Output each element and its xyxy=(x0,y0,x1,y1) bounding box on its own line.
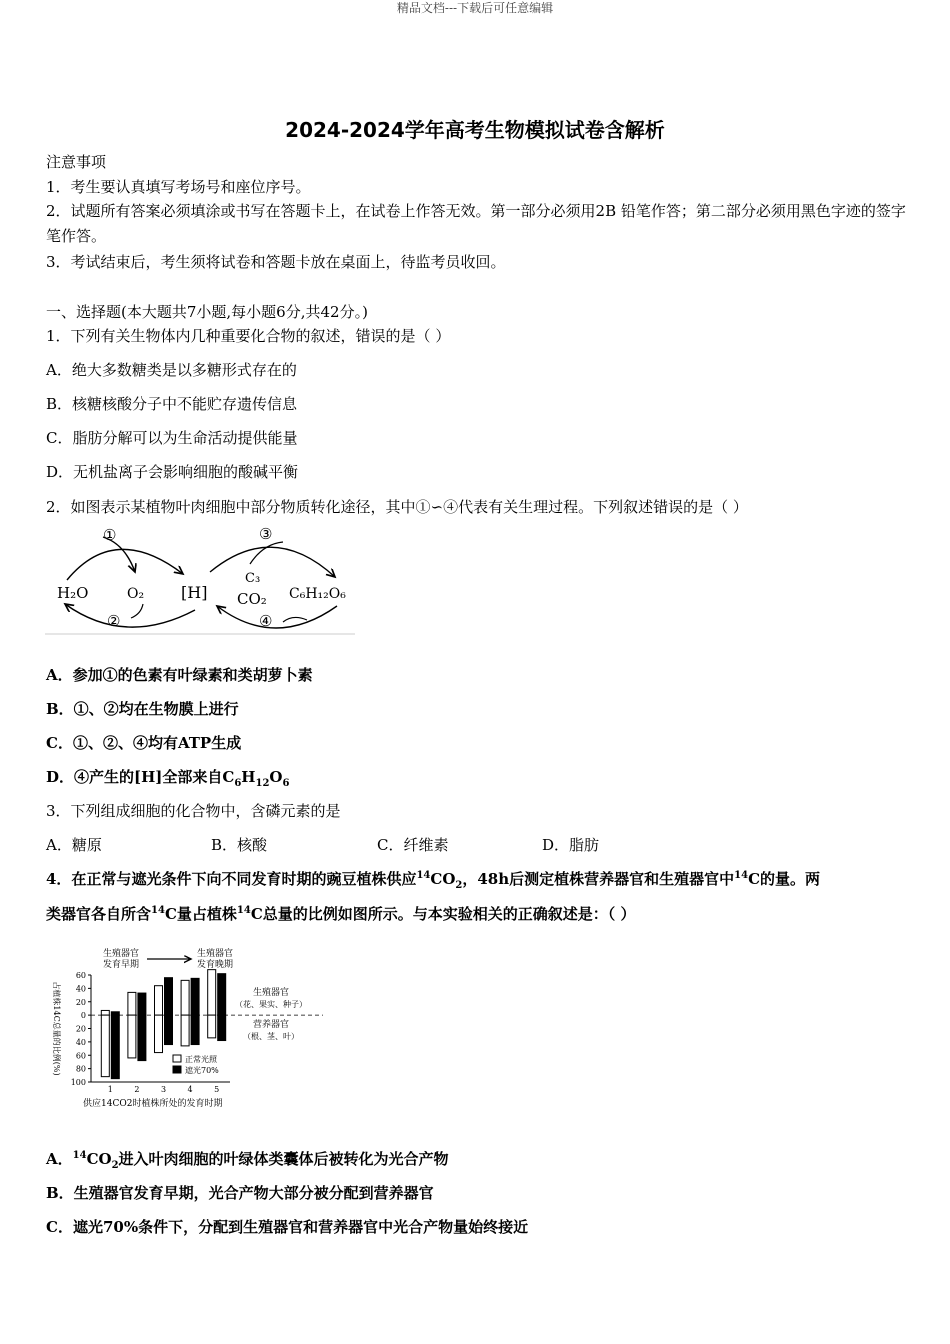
bar-vegetative xyxy=(101,1015,109,1077)
arrow-3 xyxy=(210,547,335,577)
bar-reproductive xyxy=(101,1010,109,1015)
bar-reproductive xyxy=(165,978,173,1015)
q2-option-d xyxy=(46,767,289,787)
y-tick-label: 40 xyxy=(75,984,86,994)
x-tick-label: 2 xyxy=(134,1085,140,1094)
label-process-2: ② xyxy=(107,612,121,630)
bar-vegetative xyxy=(218,1015,226,1040)
y-tick-label: 80 xyxy=(75,1064,86,1074)
legend-label: 正常光照 xyxy=(185,1055,217,1064)
legend-label: 遮光70% xyxy=(185,1066,219,1075)
y-axis-label: 占植株14C总量的比例(%) xyxy=(52,981,61,1076)
q4-l1-a: 4．在正常与遮光条件下向不同发育时期的豌豆植株供应 xyxy=(46,870,417,888)
bar-vegetative xyxy=(155,1015,163,1052)
text-h: H xyxy=(241,768,256,786)
q2-diagram xyxy=(45,522,360,637)
q4-a-rest: 进入叶肉细胞的叶绿体类囊体后被转化为光合产物 xyxy=(118,1150,449,1168)
bar-vegetative xyxy=(181,1015,189,1046)
arrow-2 xyxy=(65,604,195,627)
arrow-4-branch xyxy=(283,617,307,622)
chart-title-left-line1: 生殖器官 xyxy=(103,949,140,959)
bar-reproductive xyxy=(191,978,199,1015)
notice-heading: 注意事项 xyxy=(46,153,107,171)
q4-option-a xyxy=(46,1149,449,1169)
q2-option-c: C．①、②、④均有ATP生成 xyxy=(46,734,242,752)
sub-12: 12 xyxy=(255,778,270,789)
q4-l1-d: C的量。两 xyxy=(748,870,821,888)
q4-l2-c: C总量的比例如图所示。与本实验相关的正确叙述是：（ ） xyxy=(250,905,636,923)
bar-vegetative xyxy=(138,1015,146,1060)
label-glucose: C₆H₁₂O₆ xyxy=(289,586,346,602)
lower-region-label: 营养器官 xyxy=(252,1020,290,1031)
q4-a-co: CO xyxy=(86,1150,112,1168)
bar-vegetative xyxy=(208,1015,216,1038)
page-header: 精品文档---下载后可任意编辑 xyxy=(396,1,554,15)
x-tick-label: 4 xyxy=(187,1085,193,1094)
q4-option-b: B．生殖器官发育早期，光合产物大部分被分配到营养器官 xyxy=(46,1184,434,1202)
notice-item-3: 3．考试结束后，考生须将试卷和答题卡放在桌面上，待监考员收回。 xyxy=(46,253,506,271)
bar-vegetative xyxy=(128,1015,136,1058)
bar-reproductive xyxy=(208,970,216,1015)
arrow-2-branch xyxy=(131,604,143,618)
q1-option-c: C．脂肪分解可以为生命活动提供能量 xyxy=(46,429,298,447)
lower-region-sublabel: （根、茎、叶） xyxy=(243,1032,299,1042)
sub-6: 6 xyxy=(234,778,242,789)
q4-l2-a: 类器官各自所含 xyxy=(46,905,152,923)
q2-option-b: B．①、②均在生物膜上进行 xyxy=(46,700,239,718)
q4-option-c: C．遮光70%条件下，分配到生殖器官和营养器官中光合产物量始终接近 xyxy=(46,1218,529,1236)
label-process-4: ④ xyxy=(259,612,273,630)
q4-stem-line1 xyxy=(46,869,820,889)
q2-stem: 2．如图表示某植物叶肉细胞中部分物质转化途径，其中①∽④代表有关生理过程。下列叙述错误的是（ ） xyxy=(46,498,748,516)
arrow-4 xyxy=(217,606,337,628)
q4-l1-c: ，48h后测定植株营养器官和生殖器官中 xyxy=(462,870,735,888)
x-tick-label: 3 xyxy=(160,1085,167,1094)
section-heading: 一、选择题(本大题共7小题,每小题6分,共42分。) xyxy=(46,303,368,321)
bar-vegetative xyxy=(165,1015,173,1044)
bar-reproductive xyxy=(128,992,136,1015)
label-co2: CO₂ xyxy=(237,590,267,608)
label-process-3: ③ xyxy=(259,525,273,543)
q4-l2-b: C量占植株 xyxy=(164,905,237,923)
sup-14b: 14 xyxy=(734,870,749,881)
y-tick-label: 40 xyxy=(75,1037,86,1047)
sub-2: 2 xyxy=(455,880,463,891)
q1-option-b: B．核糖核酸分子中不能贮存遗传信息 xyxy=(46,395,298,413)
arrow-3-branch xyxy=(250,542,283,564)
upper-region-sublabel: （花、果实、种子） xyxy=(235,1000,307,1010)
bar-vegetative xyxy=(111,1015,119,1079)
chart-title-left-line2: 发育早期 xyxy=(103,960,140,970)
bar-reproductive xyxy=(181,980,189,1015)
q2-option-d-text: D．④产生的[H]全部来自C xyxy=(46,768,235,786)
q1-option-d: D．无机盐离子会影响细胞的酸碱平衡 xyxy=(46,463,299,481)
y-tick-label: 20 xyxy=(75,1024,86,1034)
sub-2b: 2 xyxy=(111,1160,119,1171)
sup-14c: 14 xyxy=(151,905,165,916)
x-axis-label: 供应14CO2时植株所处的发育时期 xyxy=(83,1099,223,1109)
label-h2o: H₂O xyxy=(57,584,89,602)
q3-option-d: D．脂肪 xyxy=(542,836,600,854)
q4-a-prefix: A． xyxy=(46,1150,73,1168)
notice-item-1: 1．考生要认真填写考场号和座位序号。 xyxy=(46,178,311,196)
label-c3: C₃ xyxy=(245,571,261,586)
x-tick-label: 5 xyxy=(214,1085,220,1094)
chart-title-right-line1: 生殖器官 xyxy=(197,949,234,959)
notice-item-2: 2．试题所有答案必须填涂或书写在答题卡上，在试卷上作答无效。第一部分必须用2B 铅笔作答；第二部分必须用黑色字迹的签字笔作答。 xyxy=(46,202,906,245)
page-title: 2024-2024学年高考生物模拟试卷含解析 xyxy=(285,118,665,142)
legend-swatch xyxy=(173,1055,181,1062)
chart-title-right-line2: 发育晚期 xyxy=(197,960,234,970)
y-tick-label: 60 xyxy=(75,1051,86,1061)
label-o2: O₂ xyxy=(127,586,145,602)
y-tick-label: 0 xyxy=(80,1011,86,1021)
y-tick-label: 60 xyxy=(75,971,86,980)
q3-option-a: A．糖原 xyxy=(46,836,102,854)
q2-option-a: A．参加①的色素有叶绿素和类胡萝卜素 xyxy=(46,666,313,684)
q3-option-b: B．核酸 xyxy=(211,836,268,854)
y-tick-label: 20 xyxy=(75,997,86,1007)
q4-l1-b: CO xyxy=(430,870,456,888)
upper-region-label: 生殖器官 xyxy=(252,988,290,999)
sup-14e: 14 xyxy=(72,1150,87,1161)
q4-bar-chart xyxy=(45,942,330,1114)
sup-14d: 14 xyxy=(236,905,251,916)
bar-reproductive xyxy=(155,986,163,1015)
x-tick-label: 1 xyxy=(107,1085,113,1094)
q3-option-c: C．纤维素 xyxy=(377,836,449,854)
label-process-1: ① xyxy=(103,526,117,544)
legend-swatch xyxy=(173,1066,181,1073)
y-tick-label: 100 xyxy=(70,1078,86,1087)
q3-stem: 3．下列组成细胞的化合物中，含磷元素的是 xyxy=(46,802,341,820)
sub-6b: 6 xyxy=(282,778,290,789)
label-h: [H] xyxy=(181,583,208,602)
q1-option-a: A．绝大多数糖类是以多糖形式存在的 xyxy=(46,361,297,379)
bar-reproductive xyxy=(138,993,146,1015)
sup-14: 14 xyxy=(416,870,431,881)
q4-stem-line2 xyxy=(46,904,635,924)
bar-reproductive xyxy=(218,974,226,1015)
q1-stem: 1．下列有关生物体内几种重要化合物的叙述，错误的是（ ） xyxy=(46,327,451,345)
bar-reproductive xyxy=(111,1012,119,1015)
bar-vegetative xyxy=(191,1015,199,1044)
text-o: O xyxy=(269,768,283,786)
